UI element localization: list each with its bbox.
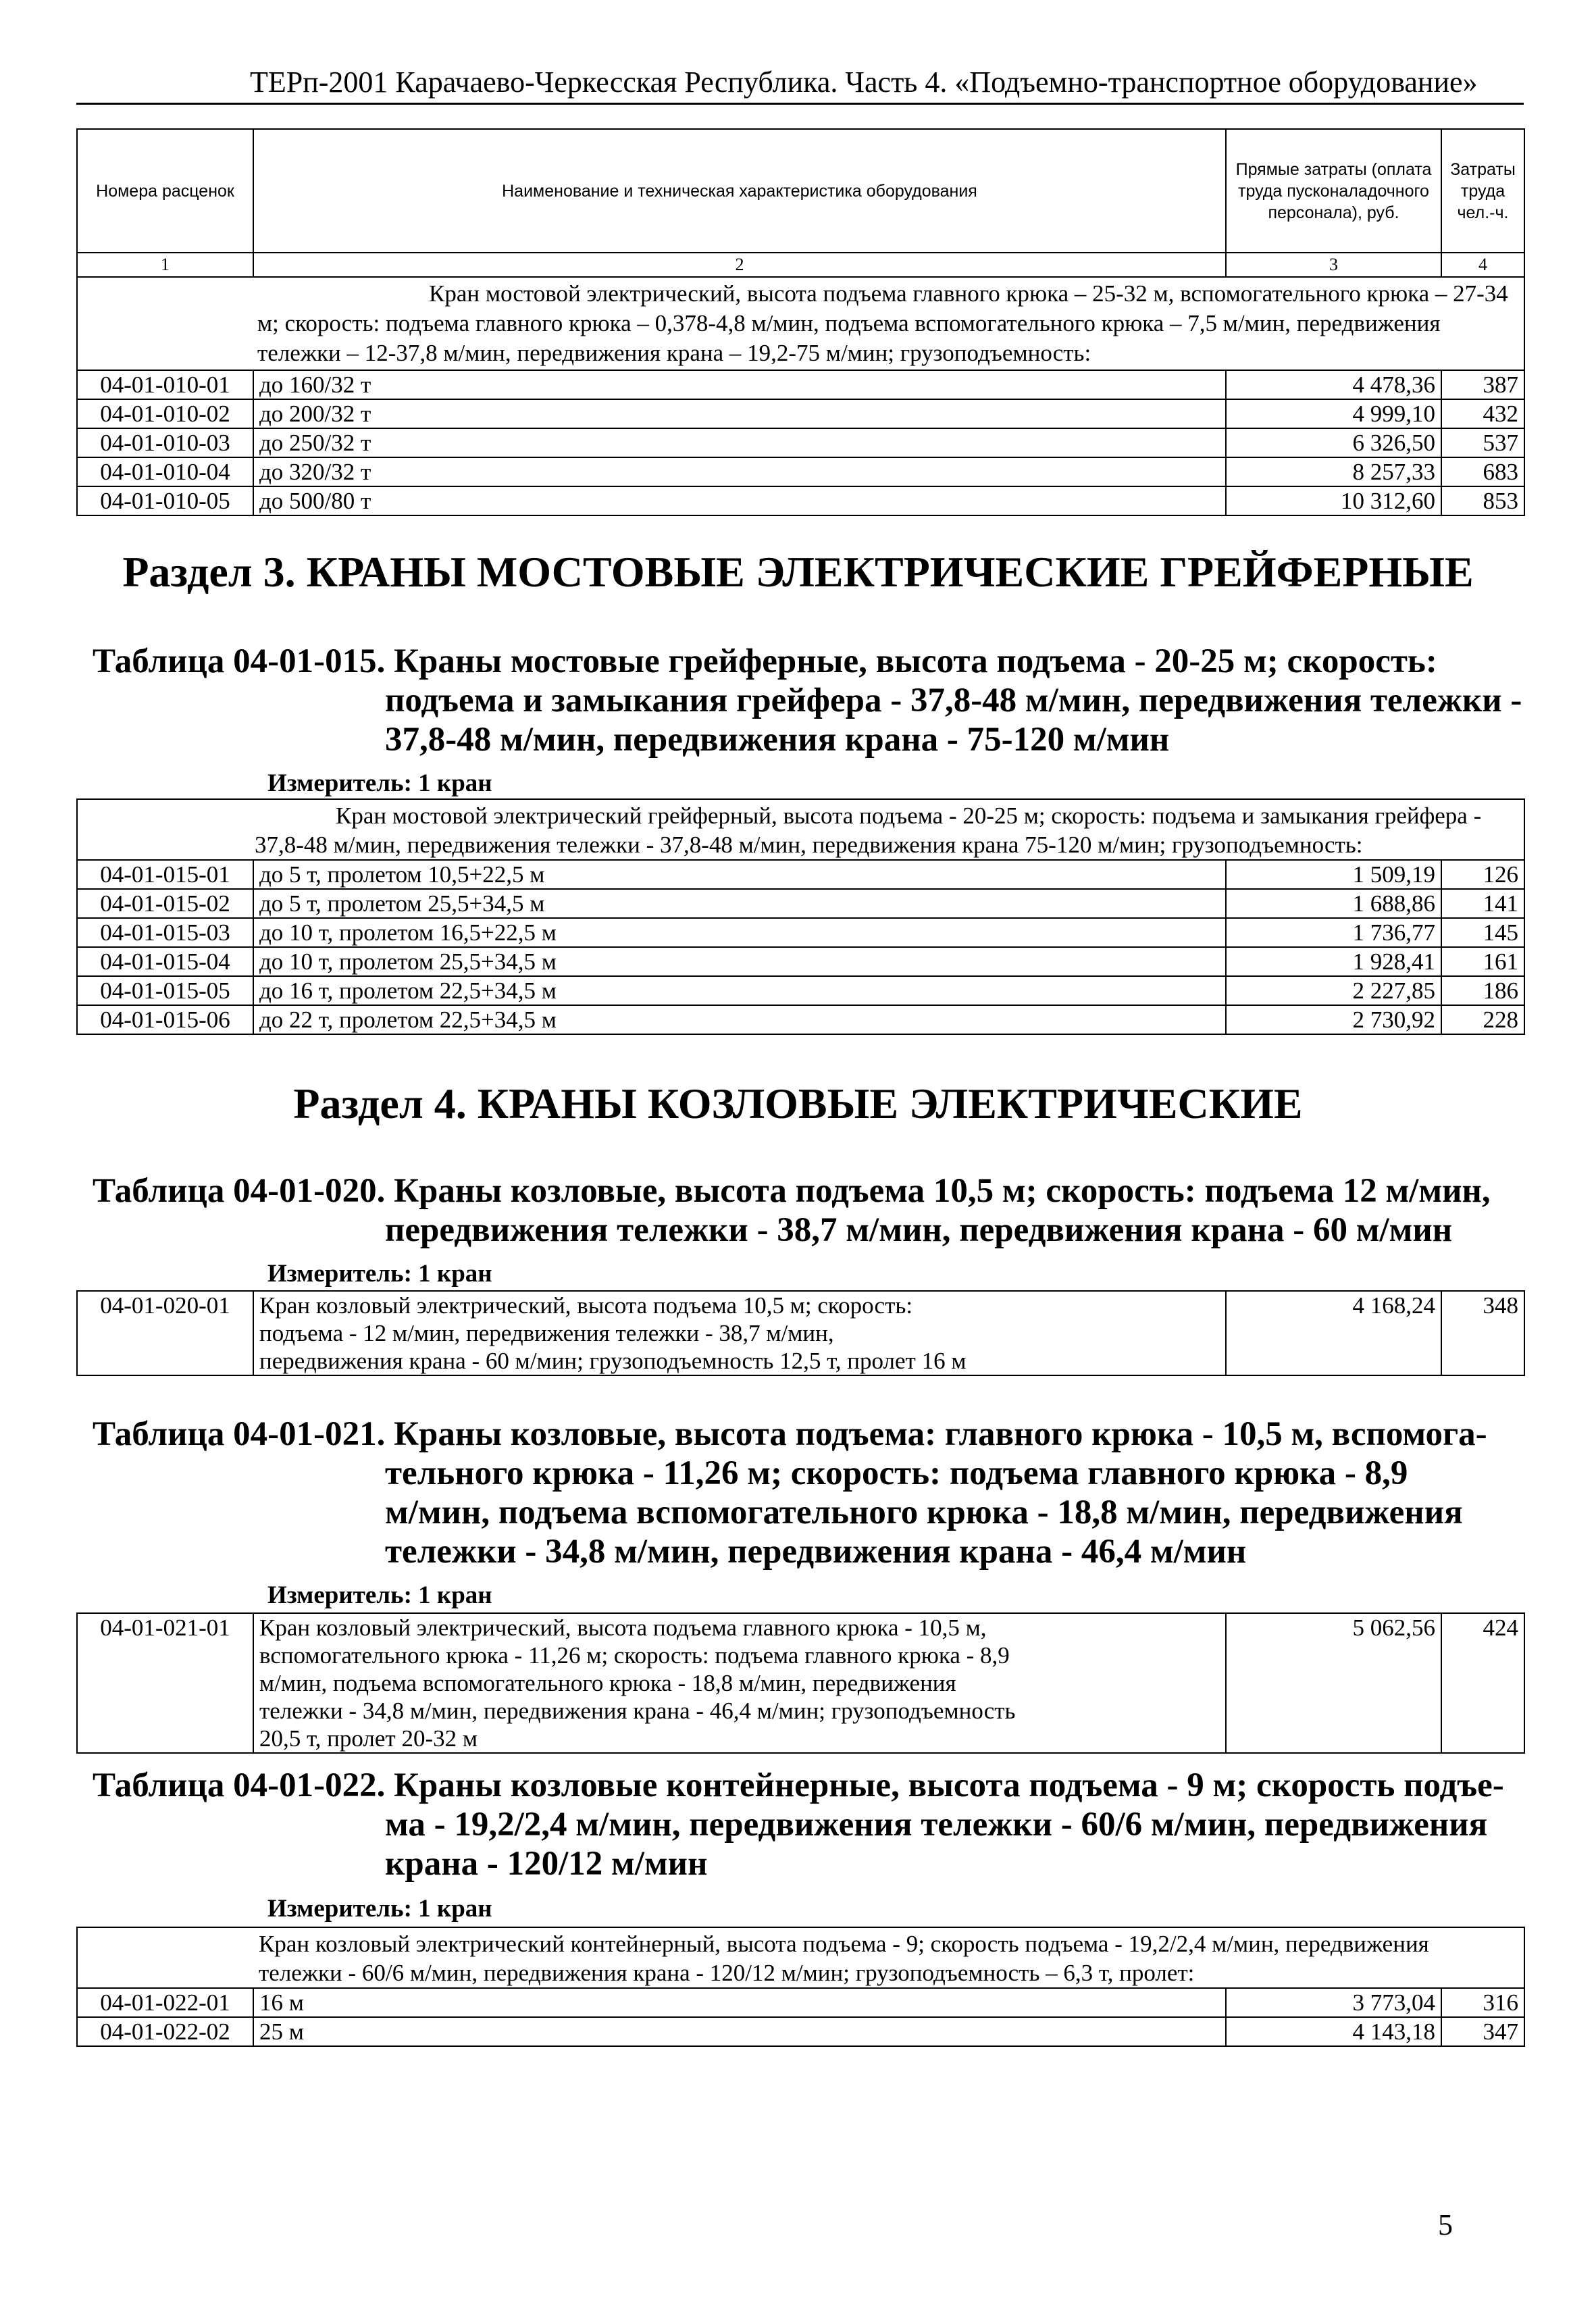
table-row (77, 457, 1524, 486)
rate-labor: 683 (1441, 457, 1524, 486)
rate-labor: 141 (1441, 889, 1524, 918)
rate-labor: 537 (1441, 428, 1524, 457)
rate-cost: 1 509,19 (1226, 860, 1441, 889)
table-row (77, 1988, 1524, 2017)
rate-cost: 6 326,50 (1226, 428, 1441, 457)
rate-labor: 432 (1441, 399, 1524, 428)
table-row (77, 889, 1524, 918)
table-020-title-line1: Краны козловые, высота подъема 10,5 м; скорость: подъема 12 м/мин, (394, 1172, 1491, 1210)
group-description-row (77, 1927, 1524, 1988)
table-020-title (93, 1171, 1491, 1211)
page-number: 5 (1438, 2208, 1453, 2241)
rate-labor: 424 (1441, 1613, 1524, 1753)
header-rule (76, 103, 1524, 105)
table-015-title-line2: подъема и замыкания грейфера - 37,8-48 м/мин, передвижения тележки - (385, 682, 1522, 719)
rate-code: 04-01-015-01 (77, 860, 253, 889)
group-description: Кран мостовой электрический грейферный, высота подъема - 20-25 м; скорость: подъема и замыкания грейфера - 37,8-48 м/мин, передвижения тележки - 37,8-48 м/мин, передвижения крана 75-120 м/мин; грузоподъемность: (255, 803, 1482, 858)
running-header: ТЕРп-2001 Карачаево-Черкесская Республика. Часть 4. «Подъемно-транспортное оборудование» (250, 66, 1478, 99)
table-015-measure: Измеритель: 1 кран (267, 769, 492, 797)
table-022-title-line2: ма - 19,2/2,4 м/мин, передвижения тележки - 60/6 м/мин, передвижения (385, 1806, 1488, 1844)
rate-code: 04-01-015-04 (77, 947, 253, 976)
rate-cost: 3 773,04 (1226, 1988, 1441, 2017)
table-row (77, 947, 1524, 976)
rate-cost: 8 257,33 (1226, 457, 1441, 486)
rate-labor: 347 (1441, 2017, 1524, 2046)
rate-labor: 126 (1441, 860, 1524, 889)
rate-name: до 10 т, пролетом 16,5+22,5 м (253, 918, 1226, 947)
rate-name: до 250/32 т (253, 428, 1226, 457)
table-row (77, 399, 1524, 428)
rate-cost: 4 999,10 (1226, 399, 1441, 428)
rate-cost: 1 688,86 (1226, 889, 1441, 918)
table-row (77, 976, 1524, 1005)
table-header-row (77, 129, 1524, 253)
group-description-row (77, 277, 1524, 370)
table-row (77, 486, 1524, 515)
rate-name: до 200/32 т (253, 399, 1226, 428)
rate-labor: 186 (1441, 976, 1524, 1005)
table-021-title-line2: тельного крюка - 11,26 м; скорость: подъема главного крюка - 8,9 (385, 1454, 1408, 1492)
rate-cost: 10 312,60 (1226, 486, 1441, 515)
price-table-022 (76, 1927, 1525, 2047)
table-015-title (93, 642, 1437, 681)
table-row (77, 860, 1524, 889)
table-022-label: Таблица 04-01-022. (93, 1766, 386, 1804)
table-020-measure: Измеритель: 1 кран (267, 1260, 492, 1288)
table-015-label: Таблица 04-01-015. (93, 642, 386, 680)
table-015-title-line1: Краны мостовые грейферные, высота подъема - 20-25 м; скорость: (394, 642, 1437, 680)
rate-cost: 2 227,85 (1226, 976, 1441, 1005)
rate-code: 04-01-015-02 (77, 889, 253, 918)
rate-name: до 5 т, пролетом 25,5+34,5 м (253, 889, 1226, 918)
rate-code: 04-01-010-02 (77, 399, 253, 428)
table-row (77, 1613, 1524, 1753)
table-022-title-line3: крана - 120/12 м/мин (385, 1845, 708, 1883)
table-020-title-line2: передвижения тележки - 38,7 м/мин, передвижения крана - 60 м/мин (385, 1211, 1453, 1249)
table-022-title-line1: Краны козловые контейнерные, высота подъема - 9 м; скорость подъе- (394, 1766, 1504, 1804)
price-table-021 (76, 1612, 1525, 1754)
table-021-title-line1: Краны козловые, высота подъема: главного крюка - 10,5 м, вспомога- (394, 1415, 1487, 1453)
section-4-title: Раздел 4. КРАНЫ КОЗЛОВЫЕ ЭЛЕКТРИЧЕСКИЕ (293, 1079, 1303, 1127)
col-number-2: 2 (253, 253, 1226, 277)
price-table-010 (76, 128, 1525, 516)
table-022-measure: Измеритель: 1 кран (267, 1895, 492, 1923)
rate-labor: 145 (1441, 918, 1524, 947)
rate-labor: 316 (1441, 1988, 1524, 2017)
rate-name: до 160/32 т (253, 370, 1226, 399)
col-header-codes: Номера расценок (77, 129, 253, 253)
rate-labor: 348 (1441, 1291, 1524, 1375)
rate-labor: 853 (1441, 486, 1524, 515)
rate-name: до 22 т, пролетом 22,5+34,5 м (253, 1005, 1226, 1034)
rate-cost: 1 928,41 (1226, 947, 1441, 976)
rate-code: 04-01-022-02 (77, 2017, 253, 2046)
table-021-label: Таблица 04-01-021. (93, 1415, 386, 1453)
rate-code: 04-01-010-03 (77, 428, 253, 457)
rate-name: до 16 т, пролетом 22,5+34,5 м (253, 976, 1226, 1005)
rate-code: 04-01-010-01 (77, 370, 253, 399)
table-015-title-line3: 37,8-48 м/мин, передвижения крана - 75-120 м/мин (385, 721, 1170, 759)
rate-code: 04-01-022-01 (77, 1988, 253, 2017)
table-021-title-line3: м/мин, подъема вспомогательного крюка - 18,8 м/мин, передвижения (385, 1494, 1463, 1531)
section-3-title: Раздел 3. КРАНЫ МОСТОВЫЕ ЭЛЕКТРИЧЕСКИЕ ГРЕЙФЕРНЫЕ (122, 548, 1474, 596)
col-number-3: 3 (1226, 253, 1441, 277)
rate-code: 04-01-020-01 (77, 1291, 253, 1375)
col-header-cost: Прямые затраты (оплата труда пусконаладочного персонала), руб. (1226, 129, 1441, 253)
col-header-name: Наименование и техническая характеристика оборудования (253, 129, 1226, 253)
col-number-1: 1 (77, 253, 253, 277)
rate-name: 25 м (253, 2017, 1226, 2046)
table-row (77, 918, 1524, 947)
rate-code: 04-01-015-03 (77, 918, 253, 947)
rate-name: Кран козловый электрический, высота подъема 10,5 м; скорость: подъема - 12 м/мин, передвижения тележки - 38,7 м/мин, передвижения крана - 60 м/мин; грузоподъемность 12,5 т, пролет 16 м (253, 1291, 1226, 1375)
rate-cost: 1 736,77 (1226, 918, 1441, 947)
table-row (77, 1005, 1524, 1034)
group-description: Кран козловый электрический контейнерный, высота подъема - 9; скорость подъема - 19,2/2,4 м/мин, передвижения тележки - 60/6 м/мин, передвижения крана - 120/12 м/мин; грузоподъемность – 6,3 т, пролет: (253, 1927, 1524, 1988)
price-table-020 (76, 1290, 1525, 1376)
col-number-4: 4 (1441, 253, 1524, 277)
table-row (77, 1291, 1524, 1375)
table-row (77, 2017, 1524, 2046)
rate-cost: 2 730,92 (1226, 1005, 1441, 1034)
rate-code: 04-01-010-05 (77, 486, 253, 515)
rate-cost: 4 478,36 (1226, 370, 1441, 399)
rate-labor: 228 (1441, 1005, 1524, 1034)
rate-code: 04-01-015-05 (77, 976, 253, 1005)
table-row (77, 428, 1524, 457)
rate-code: 04-01-015-06 (77, 1005, 253, 1034)
col-header-labor: Затраты труда чел.-ч. (1441, 129, 1524, 253)
table-row (77, 370, 1524, 399)
rate-cost: 4 143,18 (1226, 2017, 1441, 2046)
rate-code: 04-01-021-01 (77, 1613, 253, 1753)
group-description: Кран мостовой электрический, высота подъема главного крюка – 25-32 м, вспомогательного крюка – 27-34 м; скорость: подъема главного крюка – 0,378-4,8 м/мин, подъема вспомогательного крюка – 7,5 м/мин, передвижения тележки – 12-37,8 м/мин, передвижения крана – 19,2-75 м/мин; грузоподъемность: (257, 280, 1508, 366)
rate-cost: 5 062,56 (1226, 1613, 1441, 1753)
table-021-title (93, 1415, 1487, 1454)
rate-name: до 500/80 т (253, 486, 1226, 515)
rate-name: Кран козловый электрический, высота подъема главного крюка - 10,5 м, вспомогательного крюка - 11,26 м; скорость: подъема главного крюка - 8,9 м/мин, подъема вспомогательного крюка - 18,8 м/мин, передвижения тележки - 34,8 м/мин, передвижения крана - 46,4 м/мин; грузоподъемность 20,5 т, пролет 20-32 м (253, 1613, 1226, 1753)
table-021-measure: Измеритель: 1 кран (267, 1581, 492, 1609)
rate-name: до 320/32 т (253, 457, 1226, 486)
rate-name: 16 м (253, 1988, 1226, 2017)
rate-labor: 161 (1441, 947, 1524, 976)
rate-labor: 387 (1441, 370, 1524, 399)
group-description-row (77, 799, 1524, 860)
table-021-title-line4: тележки - 34,8 м/мин, передвижения крана - 46,4 м/мин (385, 1533, 1247, 1571)
rate-code: 04-01-010-04 (77, 457, 253, 486)
rate-cost: 4 168,24 (1226, 1291, 1441, 1375)
price-table-015 (76, 798, 1525, 1035)
table-022-title (93, 1766, 1504, 1805)
rate-name: до 5 т, пролетом 10,5+22,5 м (253, 860, 1226, 889)
rate-name: до 10 т, пролетом 25,5+34,5 м (253, 947, 1226, 976)
column-number-row (77, 253, 1524, 277)
table-020-label: Таблица 04-01-020. (93, 1172, 386, 1210)
